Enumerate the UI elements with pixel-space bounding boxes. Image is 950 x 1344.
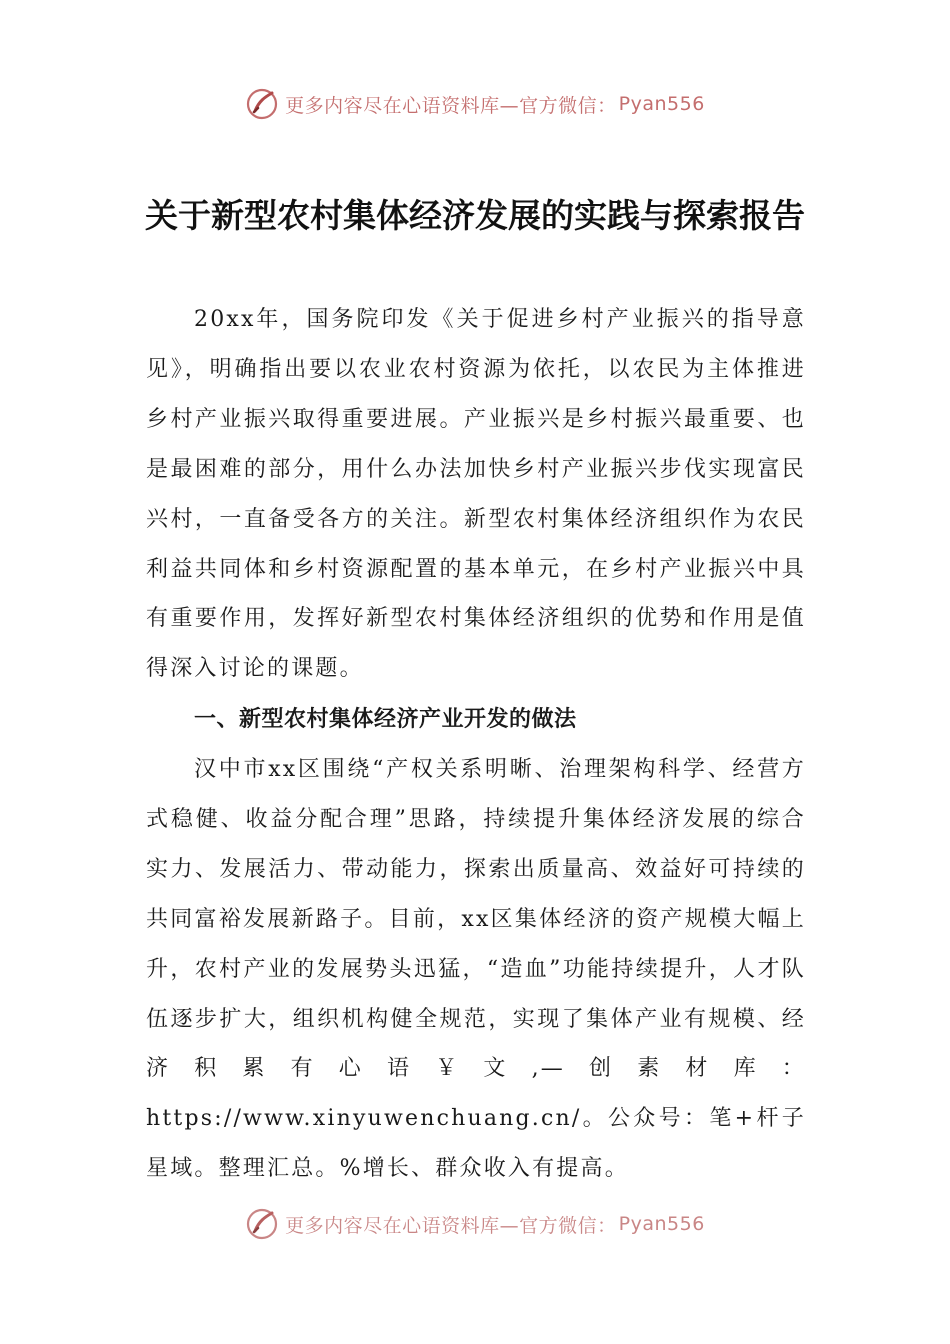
watermark-text: 更多内容尽在心语资料库—官方微信： [285, 94, 617, 117]
brush-logo-icon [245, 1207, 279, 1241]
intro-paragraph: 20xx年，国务院印发《关于促进乡村产业振兴的指导意见》，明确指出要以农业农村资源为依托，以农民为主体推进乡村产业振兴取得重要进展。产业振兴是乡村振兴最重要、也是最困难的部分，用什么办法加快乡村产业振兴步伐实现富民兴村，一直备受各方的关注。新型农村集体经济组织作为农民利益共同体和乡村资源配置的基本单元，在乡村产业振兴中具有重要作用，发挥好新型农村集体经济组织的优势和作用是值得深入讨论的课题。 [146, 307, 806, 682]
watermark-wechat-id: Pyan556 [618, 93, 705, 115]
watermark-wechat-id: Pyan556 [618, 1213, 705, 1235]
header-watermark [0, 84, 950, 124]
section-1-paragraph: 汉中市xx区围绕“产权关系明晰、治理架构科学、经营方式稳健、收益分配合理”思路，持续提升集体经济发展的综合实力、发展活力、带动能力，探索出质量高、效益好可持续的共同富裕发展新路子。目前，xx区集体经济的资产规模大幅上升，农村产业的发展势头迅猛，“造血”功能持续提升，人才队伍逐步扩大，组织机构健全规范，实现了集体产业有规模、经济积累有心语￥文,—创素材库：https://www.xinyuwenchuang.cn/。公众号：笔+杆子星域。整理汇总。%增长、群众收入有提高。 [146, 757, 806, 1182]
footer-watermark [0, 1204, 950, 1244]
section-heading-1: 一、新型农村集体经济产业开发的做法 [194, 707, 577, 732]
document-title: 关于新型农村集体经济发展的实践与探索报告 [145, 196, 805, 235]
brush-logo-icon [245, 87, 279, 121]
watermark-text: 更多内容尽在心语资料库—官方微信： [285, 1214, 617, 1237]
